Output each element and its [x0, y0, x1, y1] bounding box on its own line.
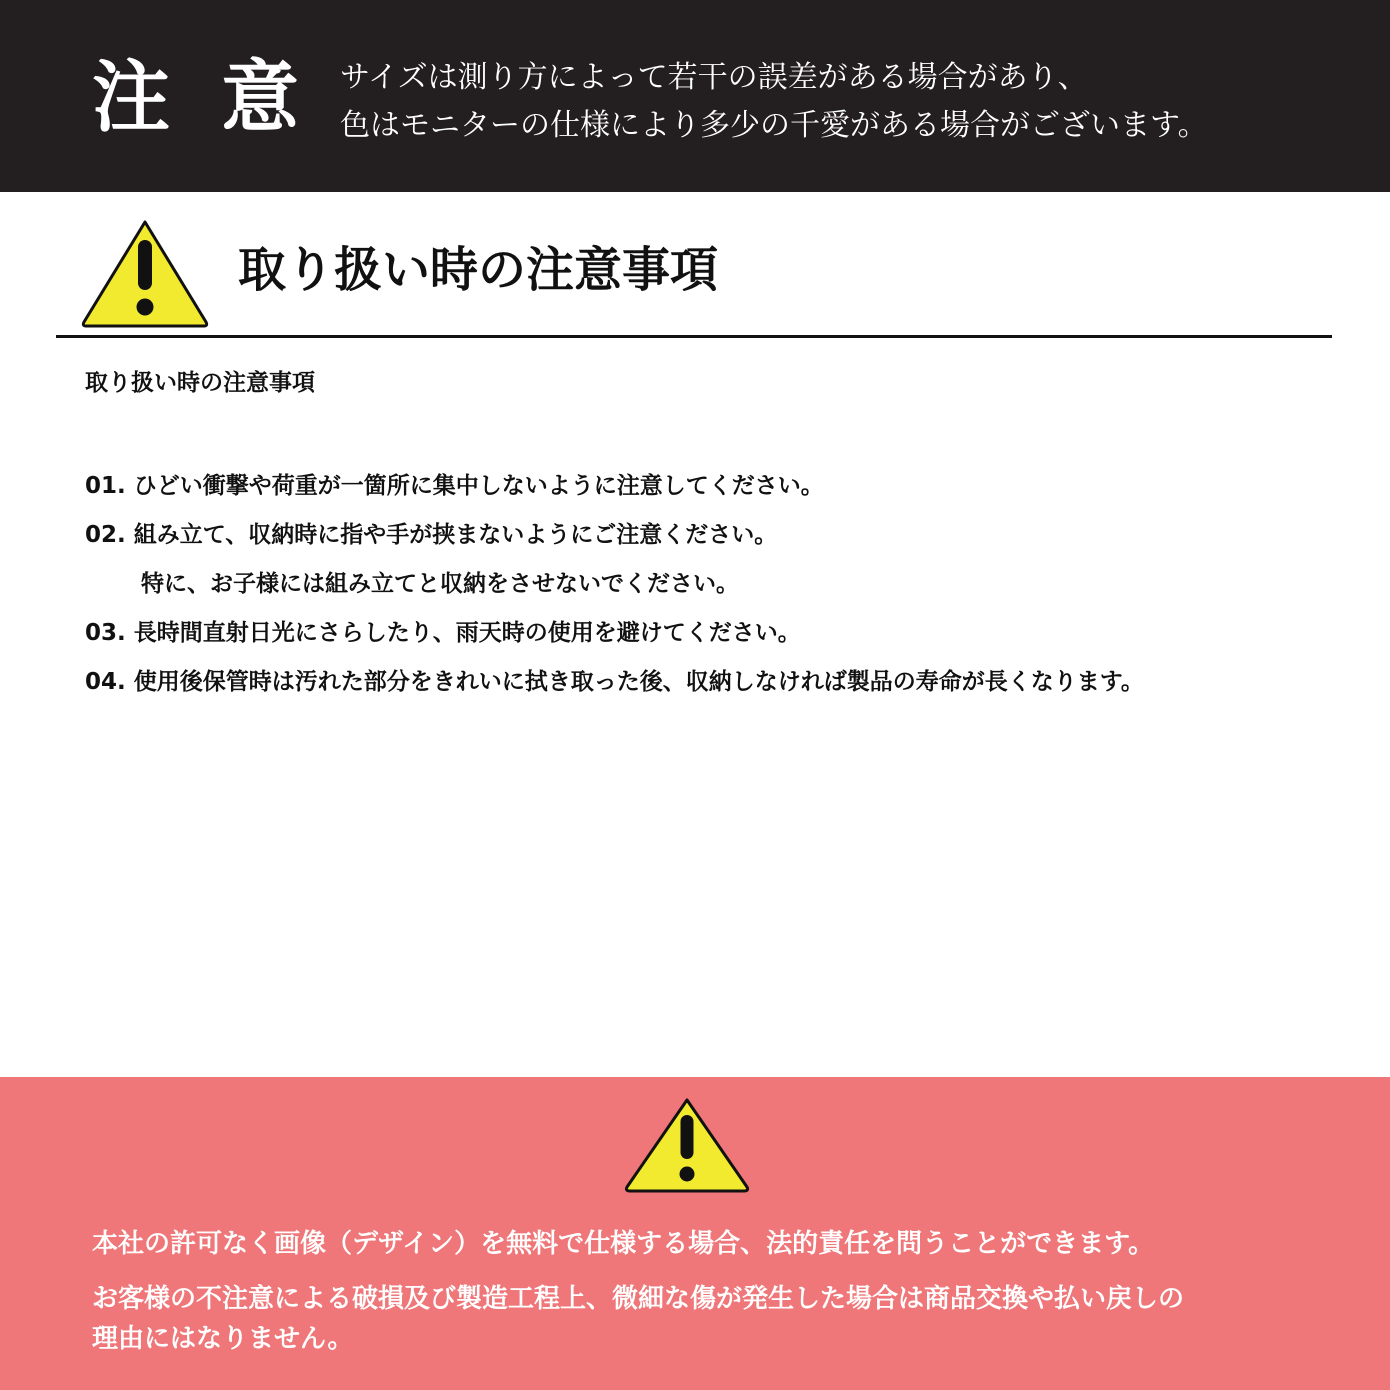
legal-panel — [0, 1077, 1390, 1390]
section-divider — [56, 335, 1332, 338]
list-item-continuation: 特に、お子様には組み立てと収納をさせないでください。 — [141, 571, 739, 597]
list-item: 04. 使用後保管時は汚れた部分をきれいに拭き取った後、収納しなければ製品の寿命が長くなります。 — [85, 669, 1144, 695]
banner-text — [340, 54, 1208, 150]
warning-triangle-icon — [622, 1095, 752, 1195]
notes-subheading: 取り扱い時の注意事項 — [85, 370, 315, 396]
list-item: 03. 長時間直射日光にさらしたり、雨天時の使用を避けてください。 — [85, 620, 801, 646]
section-title: 取り扱い時の注意事項 — [238, 242, 719, 298]
legal-line: 理由にはなりません。 — [92, 1324, 354, 1354]
banner-title: 注 意 — [92, 53, 312, 143]
section-header — [0, 210, 1390, 340]
warning-triangle-icon — [78, 216, 212, 330]
banner-line: サイズは測り方によって若干の誤差がある場合があり、 — [340, 60, 1088, 95]
legal-line: 本社の許可なく画像（デザイン）を無料で仕様する場合、法的責任を問うことができます。 — [92, 1229, 1155, 1259]
list-item: 01. ひどい衝撃や荷重が一箇所に集中しないように注意してください。 — [85, 473, 824, 499]
legal-text — [92, 1223, 1352, 1359]
banner-line: 色はモニターの仕様により多少の千愛がある場合がございます。 — [340, 108, 1208, 143]
notes-list — [85, 462, 1355, 707]
legal-line: お客様の不注意による破損及び製造工程上、微細な傷が発生した場合は商品交換や払い戻しの — [92, 1284, 1185, 1314]
top-banner — [0, 0, 1390, 192]
list-item: 02. 組み立て、収納時に指や手が挟まないようにご注意ください。 — [85, 522, 778, 548]
